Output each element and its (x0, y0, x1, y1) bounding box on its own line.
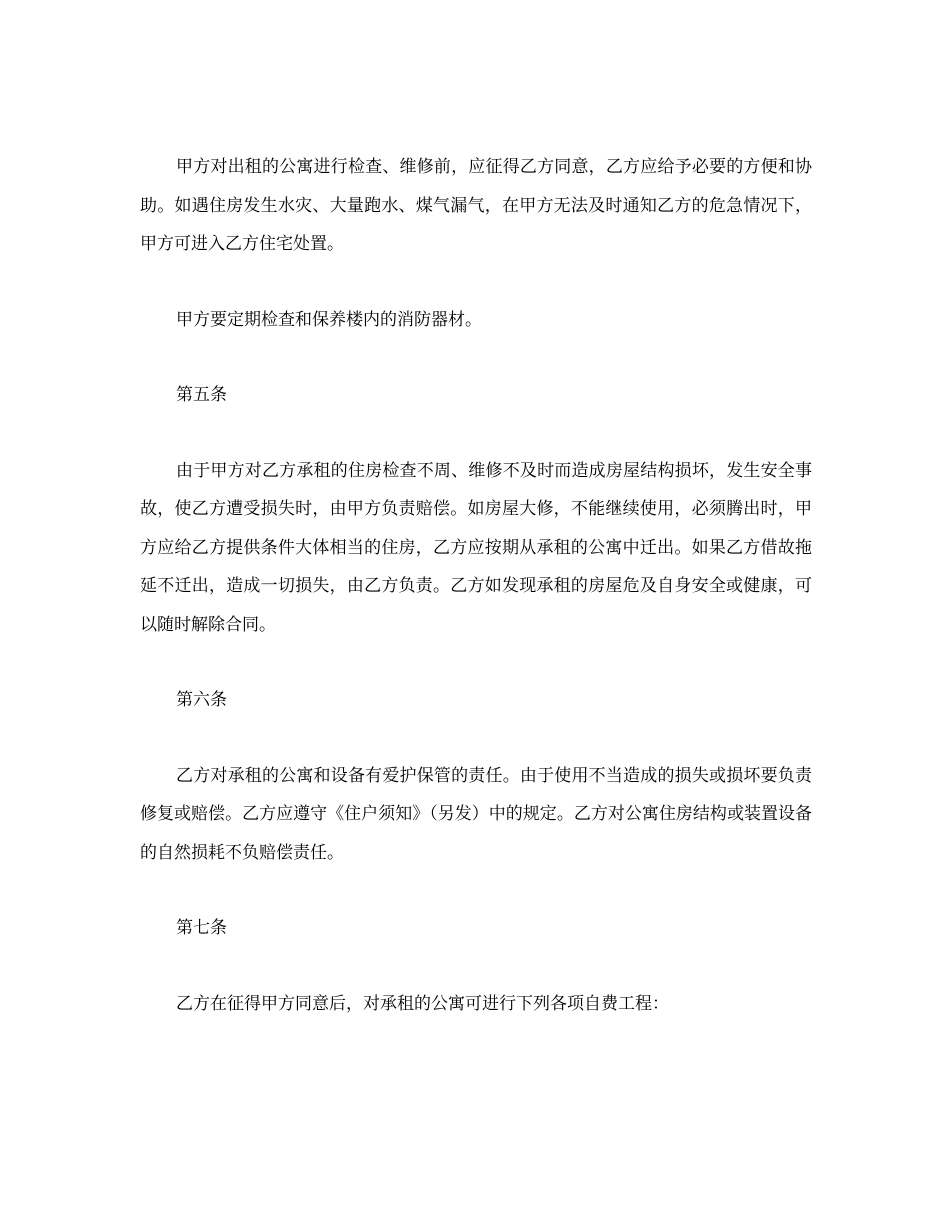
paragraph-inspection-repair: 甲方对出租的公寓进行检查、维修前，应征得乙方同意，乙方应给予必要的方便和协助。如遇住房发生水灾、大量跑水、煤气漏气，在甲方无法及时通知乙方的危急情况下，甲方可进入乙方住宅处置。 (140, 157, 812, 254)
paragraph-article-five: 由于甲方对乙方承租的住房检查不周、维修不及时而造成房屋结构损坏，发生安全事故，使乙方遭受损失时，由甲方负责赔偿。如房屋大修，不能继续使用，必须腾出时，甲方应给乙方提供条件大体相当的住房，乙方应按期从承租的公寓中迁出。如果乙方借故拖延不迁出，造成一切损失，由乙方负责。乙方如发现承租的房屋危及自身安全或健康，可以随时解除合同。 (140, 460, 812, 635)
document-body (140, 148, 812, 1023)
article-five-heading: 第五条 (176, 385, 227, 405)
article-six-heading: 第六条 (176, 690, 227, 710)
article-seven-heading: 第七条 (176, 918, 227, 938)
paragraph-article-seven: 乙方在征得甲方同意后，对承租的公寓可进行下列各项自费工程： (176, 993, 669, 1014)
paragraph-fire-equipment: 甲方要定期检查和保养楼内的消防器材。 (176, 309, 482, 330)
paragraph-article-six: 乙方对承租的公寓和设备有爱护保管的责任。由于使用不当造成的损失或损坏要负责修复或赔偿。乙方应遵守《住户须知》（另发）中的规定。乙方对公寓住房结构或装置设备的自然损耗不负赔偿责任。 (140, 765, 812, 863)
